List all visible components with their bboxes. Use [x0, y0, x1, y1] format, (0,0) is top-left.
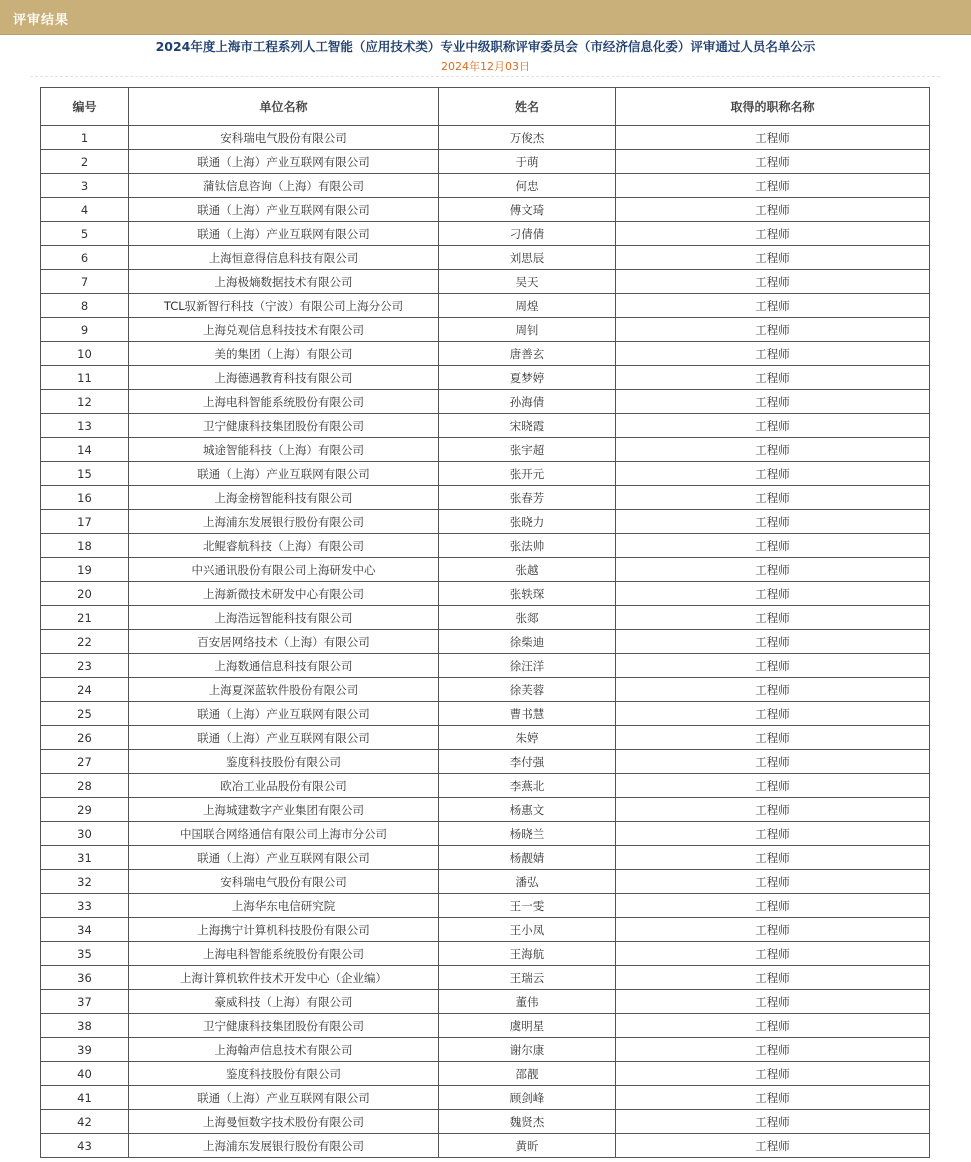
row-title: 工程师	[616, 870, 930, 894]
table-row	[41, 174, 930, 198]
row-organization: 百安居网络技术（上海）有限公司	[129, 630, 439, 654]
row-person-name: 张宇超	[439, 438, 616, 462]
row-number: 19	[41, 558, 129, 582]
row-number: 20	[41, 582, 129, 606]
column-header-title: 取得的职称名称	[616, 88, 930, 126]
header-bar	[0, 0, 971, 35]
row-person-name: 张春芳	[439, 486, 616, 510]
row-organization: 联通（上海）产业互联网有限公司	[129, 726, 439, 750]
row-person-name: 吴天	[439, 270, 616, 294]
row-number: 40	[41, 1062, 129, 1086]
row-title: 工程师	[616, 558, 930, 582]
table-row	[41, 678, 930, 702]
table-row	[41, 1062, 930, 1086]
row-title: 工程师	[616, 318, 930, 342]
row-title: 工程师	[616, 1134, 930, 1158]
row-person-name: 张开元	[439, 462, 616, 486]
row-person-name: 王瑞云	[439, 966, 616, 990]
table-row	[41, 246, 930, 270]
row-person-name: 潘弘	[439, 870, 616, 894]
row-number: 3	[41, 174, 129, 198]
table-row	[41, 726, 930, 750]
row-title: 工程师	[616, 678, 930, 702]
row-number: 2	[41, 150, 129, 174]
row-organization: 城途智能科技（上海）有限公司	[129, 438, 439, 462]
column-header-number: 编号	[41, 88, 129, 126]
row-number: 33	[41, 894, 129, 918]
table-row	[41, 390, 930, 414]
table-row	[41, 1014, 930, 1038]
table-row	[41, 462, 930, 486]
row-number: 35	[41, 942, 129, 966]
row-title: 工程师	[616, 582, 930, 606]
column-header-name: 姓名	[439, 88, 616, 126]
row-person-name: 杨惠文	[439, 798, 616, 822]
section-title: 评审结果	[13, 13, 70, 28]
row-title: 工程师	[616, 750, 930, 774]
row-person-name: 王小凤	[439, 918, 616, 942]
row-title: 工程师	[616, 702, 930, 726]
row-organization: 安科瑞电气股份有限公司	[129, 870, 439, 894]
table-row	[41, 774, 930, 798]
row-number: 41	[41, 1086, 129, 1110]
row-title: 工程师	[616, 1062, 930, 1086]
table-row	[41, 942, 930, 966]
row-person-name: 魏贤杰	[439, 1110, 616, 1134]
row-person-name: 万俊杰	[439, 126, 616, 150]
row-number: 25	[41, 702, 129, 726]
table-row	[41, 966, 930, 990]
row-number: 1	[41, 126, 129, 150]
row-title: 工程师	[616, 366, 930, 390]
row-number: 9	[41, 318, 129, 342]
column-header-organization: 单位名称	[129, 88, 439, 126]
row-person-name: 张晓力	[439, 510, 616, 534]
table-row	[41, 198, 930, 222]
row-organization: 上海计算机软件技术开发中心（企业编）	[129, 966, 439, 990]
row-number: 42	[41, 1110, 129, 1134]
row-organization: 上海电科智能系统股份有限公司	[129, 390, 439, 414]
row-title: 工程师	[616, 894, 930, 918]
table-row	[41, 222, 930, 246]
table-row	[41, 1086, 930, 1110]
row-person-name: 宋晓霞	[439, 414, 616, 438]
table-row	[41, 606, 930, 630]
row-title: 工程师	[616, 606, 930, 630]
row-person-name: 周煌	[439, 294, 616, 318]
row-organization: 上海携宁计算机科技股份有限公司	[129, 918, 439, 942]
row-title: 工程师	[616, 822, 930, 846]
row-organization: 上海翰声信息技术有限公司	[129, 1038, 439, 1062]
table-row	[41, 558, 930, 582]
row-title: 工程师	[616, 846, 930, 870]
row-number: 34	[41, 918, 129, 942]
row-organization: 卫宁健康科技集团股份有限公司	[129, 1014, 439, 1038]
row-title: 工程师	[616, 294, 930, 318]
row-organization: 豪威科技（上海）有限公司	[129, 990, 439, 1014]
row-organization: 上海极熵数据技术有限公司	[129, 270, 439, 294]
row-title: 工程师	[616, 438, 930, 462]
row-organization: 欧冶工业品股份有限公司	[129, 774, 439, 798]
row-organization: TCL驭新智行科技（宁波）有限公司上海分公司	[129, 294, 439, 318]
row-organization: 鉴度科技股份有限公司	[129, 750, 439, 774]
table-row	[41, 750, 930, 774]
table-row	[41, 1110, 930, 1134]
row-number: 16	[41, 486, 129, 510]
row-organization: 上海夏深蓝软件股份有限公司	[129, 678, 439, 702]
row-person-name: 谢尔康	[439, 1038, 616, 1062]
table-row	[41, 798, 930, 822]
table-row	[41, 510, 930, 534]
row-person-name: 孙海倩	[439, 390, 616, 414]
row-person-name: 李燕北	[439, 774, 616, 798]
table-row	[41, 414, 930, 438]
table-row	[41, 126, 930, 150]
row-title: 工程师	[616, 126, 930, 150]
row-person-name: 张越	[439, 558, 616, 582]
table-row	[41, 366, 930, 390]
table-row	[41, 582, 930, 606]
row-person-name: 周钊	[439, 318, 616, 342]
row-organization: 上海曼恒数字技术股份有限公司	[129, 1110, 439, 1134]
table-row	[41, 438, 930, 462]
row-organization: 美的集团（上海）有限公司	[129, 342, 439, 366]
row-person-name: 李付强	[439, 750, 616, 774]
row-organization: 联通（上海）产业互联网有限公司	[129, 222, 439, 246]
article-title: 2024年度上海市工程系列人工智能（应用技术类）专业中级职称评审委员会（市经济信息化委）评审通过人员名单公示	[155, 39, 816, 54]
row-person-name: 徐芙蓉	[439, 678, 616, 702]
table-row	[41, 318, 930, 342]
row-title: 工程师	[616, 990, 930, 1014]
table-row	[41, 1038, 930, 1062]
row-organization: 联通（上海）产业互联网有限公司	[129, 462, 439, 486]
table-row	[41, 918, 930, 942]
row-person-name: 何忠	[439, 174, 616, 198]
table-row	[41, 342, 930, 366]
row-person-name: 黄昕	[439, 1134, 616, 1158]
row-person-name: 张轶琛	[439, 582, 616, 606]
row-person-name: 张法帅	[439, 534, 616, 558]
row-person-name: 王海航	[439, 942, 616, 966]
table-row	[41, 990, 930, 1014]
row-person-name: 曹书慧	[439, 702, 616, 726]
row-title: 工程师	[616, 174, 930, 198]
row-number: 15	[41, 462, 129, 486]
row-number: 29	[41, 798, 129, 822]
row-person-name: 董伟	[439, 990, 616, 1014]
row-organization: 上海城建数字产业集团有限公司	[129, 798, 439, 822]
row-organization: 联通（上海）产业互联网有限公司	[129, 150, 439, 174]
table-row	[41, 1134, 930, 1158]
row-person-name: 徐汪洋	[439, 654, 616, 678]
row-number: 43	[41, 1134, 129, 1158]
table-row	[41, 150, 930, 174]
row-organization: 上海恒意得信息科技有限公司	[129, 246, 439, 270]
results-table	[40, 87, 930, 1158]
row-person-name: 刁倩倩	[439, 222, 616, 246]
row-organization: 北鲲睿航科技（上海）有限公司	[129, 534, 439, 558]
table-row	[41, 846, 930, 870]
row-number: 18	[41, 534, 129, 558]
row-title: 工程师	[616, 246, 930, 270]
row-organization: 联通（上海）产业互联网有限公司	[129, 1086, 439, 1110]
row-person-name: 顾剑峰	[439, 1086, 616, 1110]
row-organization: 上海数通信息科技有限公司	[129, 654, 439, 678]
row-number: 4	[41, 198, 129, 222]
row-number: 26	[41, 726, 129, 750]
row-number: 17	[41, 510, 129, 534]
table-row	[41, 486, 930, 510]
row-title: 工程师	[616, 966, 930, 990]
row-number: 13	[41, 414, 129, 438]
table-row	[41, 894, 930, 918]
row-person-name: 杨晓兰	[439, 822, 616, 846]
row-person-name: 朱婷	[439, 726, 616, 750]
row-person-name: 于萌	[439, 150, 616, 174]
row-organization: 安科瑞电气股份有限公司	[129, 126, 439, 150]
row-number: 8	[41, 294, 129, 318]
row-title: 工程师	[616, 654, 930, 678]
row-title: 工程师	[616, 798, 930, 822]
table-header-row	[41, 88, 930, 126]
row-title: 工程师	[616, 774, 930, 798]
row-organization: 上海金榜智能科技有限公司	[129, 486, 439, 510]
row-person-name: 张郯	[439, 606, 616, 630]
row-number: 30	[41, 822, 129, 846]
row-organization: 联通（上海）产业互联网有限公司	[129, 846, 439, 870]
row-title: 工程师	[616, 198, 930, 222]
row-person-name: 唐善玄	[439, 342, 616, 366]
row-number: 36	[41, 966, 129, 990]
table-row	[41, 702, 930, 726]
row-number: 14	[41, 438, 129, 462]
publish-date: 2024年12月03日	[441, 60, 530, 73]
row-title: 工程师	[616, 942, 930, 966]
row-organization: 上海浦东发展银行股份有限公司	[129, 1134, 439, 1158]
row-person-name: 王一雯	[439, 894, 616, 918]
row-number: 39	[41, 1038, 129, 1062]
row-number: 12	[41, 390, 129, 414]
row-number: 28	[41, 774, 129, 798]
row-organization: 上海浦东发展银行股份有限公司	[129, 510, 439, 534]
row-title: 工程师	[616, 342, 930, 366]
row-organization: 上海新微技术研发中心有限公司	[129, 582, 439, 606]
row-number: 32	[41, 870, 129, 894]
row-number: 21	[41, 606, 129, 630]
row-number: 10	[41, 342, 129, 366]
row-title: 工程师	[616, 270, 930, 294]
table-row	[41, 870, 930, 894]
row-person-name: 杨靓婧	[439, 846, 616, 870]
row-title: 工程师	[616, 1038, 930, 1062]
table-row	[41, 822, 930, 846]
row-person-name: 夏梦婷	[439, 366, 616, 390]
row-number: 6	[41, 246, 129, 270]
row-organization: 卫宁健康科技集团股份有限公司	[129, 414, 439, 438]
row-number: 5	[41, 222, 129, 246]
row-title: 工程师	[616, 1086, 930, 1110]
row-number: 27	[41, 750, 129, 774]
table-row	[41, 654, 930, 678]
row-title: 工程师	[616, 1110, 930, 1134]
row-organization: 上海兑观信息科技技术有限公司	[129, 318, 439, 342]
table-row	[41, 534, 930, 558]
row-title: 工程师	[616, 390, 930, 414]
row-organization: 鉴度科技股份有限公司	[129, 1062, 439, 1086]
table-body	[41, 126, 930, 1158]
row-person-name: 傅文琦	[439, 198, 616, 222]
row-title: 工程师	[616, 534, 930, 558]
row-number: 31	[41, 846, 129, 870]
row-organization: 上海电科智能系统股份有限公司	[129, 942, 439, 966]
row-number: 11	[41, 366, 129, 390]
row-person-name: 虞明星	[439, 1014, 616, 1038]
row-title: 工程师	[616, 486, 930, 510]
divider	[30, 76, 940, 77]
row-title: 工程师	[616, 726, 930, 750]
row-number: 23	[41, 654, 129, 678]
table-row	[41, 270, 930, 294]
row-person-name: 邵靓	[439, 1062, 616, 1086]
row-number: 37	[41, 990, 129, 1014]
row-organization: 上海德遇教育科技有限公司	[129, 366, 439, 390]
row-title: 工程师	[616, 414, 930, 438]
row-number: 24	[41, 678, 129, 702]
table-row	[41, 630, 930, 654]
row-title: 工程师	[616, 918, 930, 942]
row-title: 工程师	[616, 150, 930, 174]
row-title: 工程师	[616, 1014, 930, 1038]
row-organization: 联通（上海）产业互联网有限公司	[129, 198, 439, 222]
row-title: 工程师	[616, 222, 930, 246]
row-title: 工程师	[616, 510, 930, 534]
row-organization: 中兴通讯股份有限公司上海研发中心	[129, 558, 439, 582]
row-organization: 联通（上海）产业互联网有限公司	[129, 702, 439, 726]
row-person-name: 刘思辰	[439, 246, 616, 270]
row-title: 工程师	[616, 630, 930, 654]
row-number: 7	[41, 270, 129, 294]
row-number: 38	[41, 1014, 129, 1038]
row-organization: 中国联合网络通信有限公司上海市分公司	[129, 822, 439, 846]
row-number: 22	[41, 630, 129, 654]
row-organization: 上海华东电信研究院	[129, 894, 439, 918]
row-organization: 蒲钛信息咨询（上海）有限公司	[129, 174, 439, 198]
row-organization: 上海浩远智能科技有限公司	[129, 606, 439, 630]
table-row	[41, 294, 930, 318]
row-person-name: 徐柴迪	[439, 630, 616, 654]
row-title: 工程师	[616, 462, 930, 486]
